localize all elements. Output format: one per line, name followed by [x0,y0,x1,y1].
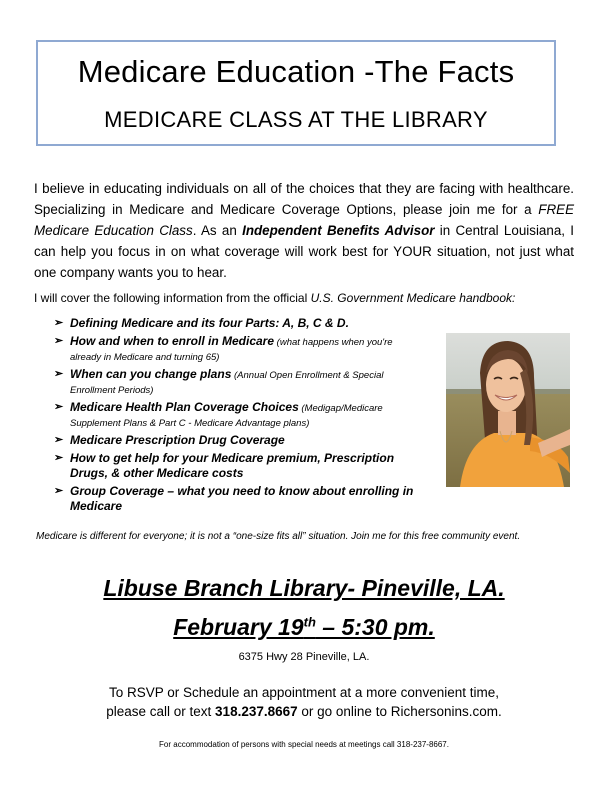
topic-item [54,316,424,331]
title-box [36,40,556,146]
topic-item [54,367,424,397]
rsvp-line-1: To RSVP or Schedule an appointment at a more convenient time, [109,685,499,700]
footer-note: For accommodation of persons with special needs at meetings call 318-237-8667. [159,740,449,749]
page-subtitle: MEDICARE CLASS AT THE LIBRARY [104,107,488,132]
arrow-bullet-icon: ➢ [54,401,64,413]
event-date [0,612,608,642]
topic-title: Medicare Health Plan Coverage Choices [70,400,299,414]
event-venue: Libuse Branch Library- Pineville, LA. [103,575,505,601]
advisor-photo [446,333,570,487]
arrow-bullet-icon: ➢ [54,317,64,329]
intro-text-1: I believe in educating individuals on all of the choices that they are facing with healthcare. Specializing in Medicare and Medicare Coverage Options, please join me for a [34,181,574,217]
arrow-bullet-icon: ➢ [54,368,64,380]
arrow-bullet-icon: ➢ [54,335,64,347]
topic-title: Medicare Prescription Drug Coverage [70,433,285,447]
disclaimer-text: Medicare is different for everyone; it is not a “one-size fits all” situation. Join me for this free community event. [36,531,521,542]
rsvp-line-2 [0,702,608,721]
topic-item [54,334,424,364]
arrow-bullet-icon: ➢ [54,485,64,497]
topic-title: How and when to enroll in Medicare [70,334,275,348]
rsvp-phone: 318.237.8667 [215,704,298,719]
topic-list [54,316,424,517]
cover-line-text: I will cover the following information from the official [34,291,311,305]
topic-item [54,433,424,448]
cover-line-handbook: U.S. Government Medicare handbook: [310,291,516,305]
topic-title: When can you change plans [70,367,232,381]
topic-note: (Annual Open Enrollment & Special Enrollment Periods) [70,370,384,396]
advisor-photo-image [446,333,570,487]
event-date-prefix: February 19 [173,614,304,640]
topic-item [54,400,424,430]
rsvp-block [0,683,608,721]
intro-text-2: . As an [192,223,243,238]
rsvp-line-2-start: please call or text [106,704,216,719]
topic-title: Group Coverage – what you need to know about enrolling in Medicare [70,484,414,513]
arrow-bullet-icon: ➢ [54,452,64,464]
topic-title: How to get help for your Medicare premium, Prescription Drugs, & other Medicare costs [70,451,395,480]
intro-class-name: FREE Medicare Education Class [34,202,574,238]
topic-item [54,451,424,481]
event-date-suffix-sup: th [303,614,316,630]
topic-item [54,484,424,514]
intro-advisor-title: Independent Benefits Advisor [242,223,435,238]
topic-note: (what happens when you're already in Medicare and turning 65) [70,337,393,363]
rsvp-line-2-end: or go online to Richersonins.com. [297,704,502,719]
intro-paragraph [34,178,574,283]
arrow-bullet-icon: ➢ [54,434,64,446]
event-address: 6375 Hwy 28 Pineville, LA. [238,651,370,663]
topic-title: Defining Medicare and its four Parts: A, B, C & D. [70,316,349,330]
intro-text-3: in Central Louisiana, I can help you focus in on what coverage will work best for YOUR situation, not just what one company wants you to hear. [34,223,574,280]
event-date-time: – 5:30 pm. [315,614,435,640]
cover-line [34,291,594,306]
page-title: Medicare Education -The Facts [77,54,515,89]
topic-note: (Medigap/Medicare Supplement Plans & Part C - Medicare Advantage plans) [70,403,383,429]
